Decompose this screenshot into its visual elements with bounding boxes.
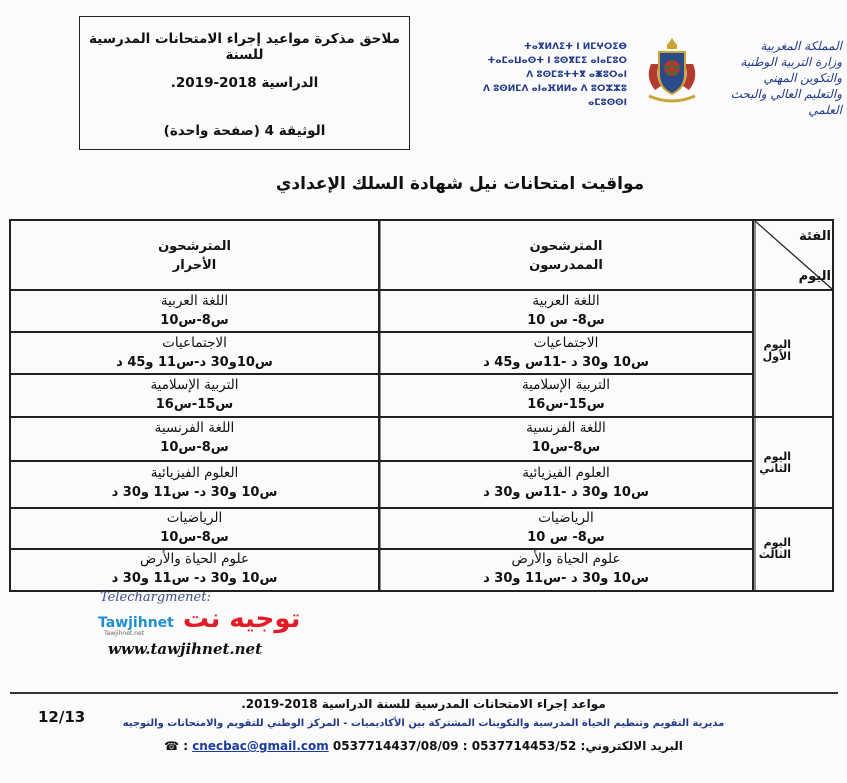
email-label: البريد الالكتروني:	[580, 739, 683, 753]
table-row: علوم الحياة والأرض س10 و30 د -س11 و30 د	[483, 551, 649, 586]
footer-contact	[0, 739, 847, 753]
watermark-download-label: Telechargmenet:	[100, 590, 211, 605]
footer-title: مواعد إجراء الامتحانات المدرسية للسنة الدراسية 2018-2019.	[241, 697, 606, 711]
watermark-logo-badge: Tawjihnet	[98, 615, 174, 631]
table-row: الاجتماعيات س10و30 د-س11 و45 د	[116, 335, 273, 370]
ref-line-2: الدراسية 2018-2019.	[170, 75, 319, 91]
document-ref-box	[79, 16, 410, 150]
phone-numbers: 0537714437/08/09 : 0537714453/52 : ☎	[164, 739, 577, 753]
table-row: التربية الإسلامية س15-س16	[521, 377, 611, 412]
schedule-table	[9, 219, 834, 592]
ref-line-3: الوثيقة 4 (صفحة واحدة)	[163, 123, 326, 139]
col-header-school: المترشحون الممدرسون	[529, 239, 603, 273]
table-row: اللغة العربية س8- س 10	[527, 293, 605, 328]
table-row: الاجتماعيات س10 و30 د -11س و45 د	[483, 335, 649, 370]
table-row: العلوم الفيزيائية س10 و30 د -11س و30 د	[483, 465, 649, 500]
watermark-logo-sub: Tawjihnet.net	[104, 630, 144, 637]
corner-category: الفئة	[799, 229, 831, 244]
royal-emblem-icon	[643, 34, 701, 104]
day-1-label: اليوم الأول	[762, 338, 791, 363]
footer-directorate: مديرية التقويم وتنظيم الحياة المدرسية والتكوينات المشتركة بين الأكاديميات - المركز الوطني للتقويم والامتحانات والتوجيه	[122, 718, 725, 729]
table-row: اللغة الفرنسية س8-س10	[154, 420, 235, 455]
table-row: العلوم الفيزيائية س10 و30 د- س11 و30 د	[111, 465, 278, 500]
ref-line-1: ملاحق مذكرة مواعيد إجراء الامتحانات المدرسية للسنة	[89, 31, 400, 63]
col-header-free: المترشحون الأحرار	[158, 239, 231, 273]
day-3-label: اليوم الثالث	[758, 536, 791, 561]
watermark-logo: توجيه نت Tawjihnet	[98, 604, 301, 634]
table-row: الرياضيات س8- س 10	[527, 510, 605, 545]
footer-divider	[10, 692, 838, 694]
table-row: الرياضيات س8-س10	[160, 510, 229, 545]
table-row: اللغة العربية س8-س10	[160, 293, 229, 328]
table-row: اللغة الفرنسية س8-س10	[526, 420, 606, 455]
table-row: التربية الإسلامية س15-س16	[150, 377, 239, 412]
day-2-label: اليوم الثاني	[759, 450, 791, 475]
page-number: 12/13	[38, 708, 86, 726]
table-row: علوم الحياة والأرض س10 و30 د- س11 و30 د	[111, 551, 278, 586]
corner-day: اليوم	[798, 269, 831, 284]
page-title: مواقيت امتحانات نيل شهادة السلك الإعدادي	[275, 174, 645, 194]
email-link[interactable]: cnecbac@gmail.com	[192, 739, 329, 753]
watermark-url[interactable]: www.tawjihnet.net	[108, 640, 263, 658]
ministry-header: المملكة المغربية وزارة التربية الوطنية والتكوين المهني والتعليم العالي والبحث العلمي	[730, 39, 842, 117]
tifinagh-header: ⵜⴰⴳⵍⴷⵉⵜ ⵏ ⵍⵎⵖⵔⵉⴱ ⵜⴰⵎⴰⵡⴰⵙⵜ ⵏ ⵓⵙⴳⵎⵉ ⴰⵏⴰⵎⵓⵔ ⴷ ⵓⵙⵎⵓⵜⵜⴳ ⴰⵥⵓⵔⴰⵏ ⴷ ⵓⵙⵍⵎⴷ ⴰⵏⴰⴼⵍⵍⴰ ⴷ ⵓⵔⵣⵣⵓ ⴰⵎⵓⵙⵙⵏ	[482, 42, 627, 108]
